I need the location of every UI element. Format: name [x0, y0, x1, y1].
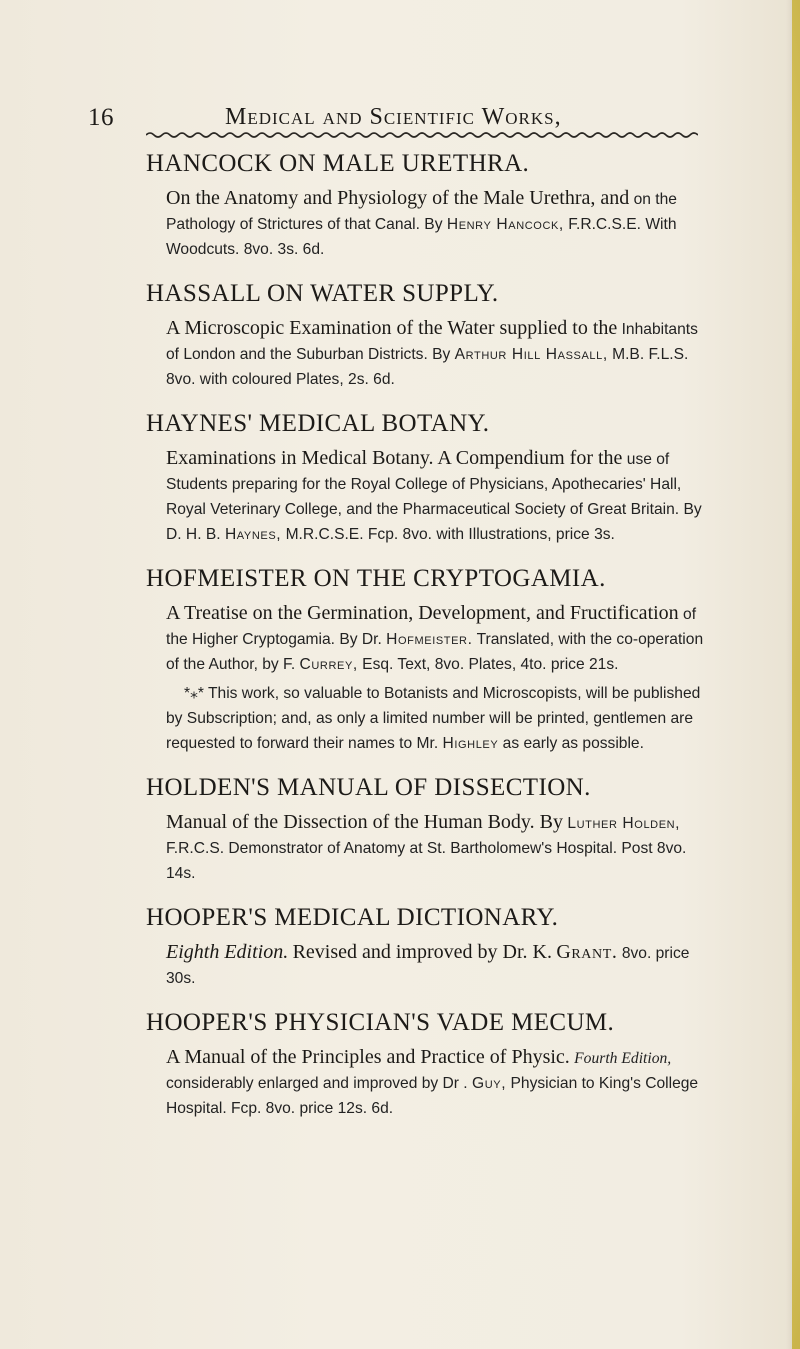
- catalogue-entries: [146, 150, 714, 1139]
- entry-holden: [146, 774, 714, 886]
- wavy-rule: [146, 130, 698, 140]
- entry-author: Henry Hancock,: [446, 216, 564, 233]
- entry-haynes: [146, 410, 714, 547]
- entry-description: [166, 940, 714, 991]
- entry-lead: A Manual of the Principles and Practice of Physic.: [166, 1046, 570, 1068]
- entry-author: Grant.: [556, 941, 618, 963]
- entry-text: Physician to King's College Hospital. Fcp. 8vo. price 12s. 6d.: [166, 1075, 699, 1117]
- entry-hassall: [146, 280, 714, 392]
- entry-heading: HASSALL ON WATER SUPPLY.: [146, 280, 499, 307]
- entry-text: use of Students preparing for the Royal College of Physicians, Apothecaries' Hall, Royal Veterinary College, and the Pharmaceutical Society of Great Britain. By D. H. B.: [166, 451, 702, 543]
- subscription-notice: [166, 681, 714, 756]
- entry-description: [166, 186, 714, 262]
- entry-author: Guy,: [472, 1075, 507, 1092]
- entry-lead: On the Anatomy and Physiology of the Male Urethra, and: [166, 187, 630, 209]
- entry-author: Arthur Hill Hassall,: [454, 346, 608, 363]
- entry-hancock: [146, 150, 714, 262]
- entry-author: Haynes,: [224, 526, 282, 543]
- entry-lead: Examinations in Medical Botany. A Compendium for the: [166, 447, 623, 469]
- entry-text: Translated, with the co-operation of the Author, by F.: [166, 631, 704, 673]
- entry-text: M.B. F.L.S. 8vo. with coloured Plates, 2s. 6d.: [166, 346, 689, 388]
- entry-description: [166, 446, 714, 547]
- entry-heading: HOOPER'S MEDICAL DICTIONARY.: [146, 904, 559, 931]
- entry-edition: Fourth Edition,: [574, 1050, 672, 1067]
- entry-text: F.R.C.S.E. With Woodcuts. 8vo. 3s. 6d.: [166, 216, 677, 258]
- notice-mark: *⁎*: [184, 685, 204, 702]
- entry-lead: Revised and improved by Dr. K.: [292, 941, 552, 963]
- entry-author: Currey,: [299, 656, 358, 673]
- entry-heading: HAYNES' MEDICAL BOTANY.: [146, 410, 490, 437]
- page-edge-gilt: [792, 0, 800, 1349]
- entry-author: Hofmeister.: [386, 631, 473, 648]
- page-number: 16: [88, 104, 114, 131]
- notice-name: Highley: [442, 735, 499, 752]
- entry-text: 8vo. price 30s.: [166, 945, 690, 987]
- entry-text: of the Higher Cryptogamia. By Dr.: [166, 606, 697, 648]
- entry-edition: Eighth Edition.: [166, 941, 289, 963]
- running-title: Medical and Scientific Works,: [225, 104, 562, 130]
- entry-heading: HOLDEN'S MANUAL OF DISSECTION.: [146, 774, 591, 801]
- entry-description: [166, 810, 714, 886]
- entry-text: F.R.C.S. Demonstrator of Anatomy at St. Bartholomew's Hospital. Post 8vo. 14s.: [166, 840, 687, 882]
- entry-text: Inhabitants of London and the Suburban Districts. By: [166, 321, 698, 363]
- entry-text: considerably enlarged and improved by Dr .: [166, 1075, 468, 1092]
- notice-text: This work, so valuable to Botanists and Microscopists, will be published by Subscription; and, as only a limited number will be printed, gentlemen are requested to forward their names to Mr.: [166, 685, 701, 752]
- entry-heading: HANCOCK ON MALE URETHRA.: [146, 150, 530, 177]
- entry-text: Esq. Text, 8vo. Plates, 4to. price 21s.: [362, 656, 619, 673]
- entry-hooper-dictionary: [146, 904, 714, 991]
- entry-hooper-vade-mecum: [146, 1009, 714, 1121]
- entry-description: [166, 316, 714, 392]
- entry-heading: HOFMEISTER ON THE CRYPTOGAMIA.: [146, 565, 606, 592]
- entry-heading: HOOPER'S PHYSICIAN'S VADE MECUM.: [146, 1009, 615, 1036]
- entry-hofmeister: [146, 565, 714, 756]
- entry-lead: A Treatise on the Germination, Development, and Fructification: [166, 602, 679, 624]
- entry-text: on the Pathology of Strictures of that Canal. By: [166, 191, 677, 233]
- entry-lead: Manual of the Dissection of the Human Body. By: [166, 811, 563, 833]
- entry-text: M.R.C.S.E. Fcp. 8vo. with Illustrations, price 3s.: [285, 526, 615, 543]
- entry-lead: A Microscopic Examination of the Water supplied to the: [166, 317, 618, 339]
- entry-description: [166, 1045, 714, 1121]
- notice-text: as early as possible.: [502, 735, 644, 752]
- entry-author: Luther Holden,: [567, 815, 681, 832]
- entry-description: [166, 601, 714, 756]
